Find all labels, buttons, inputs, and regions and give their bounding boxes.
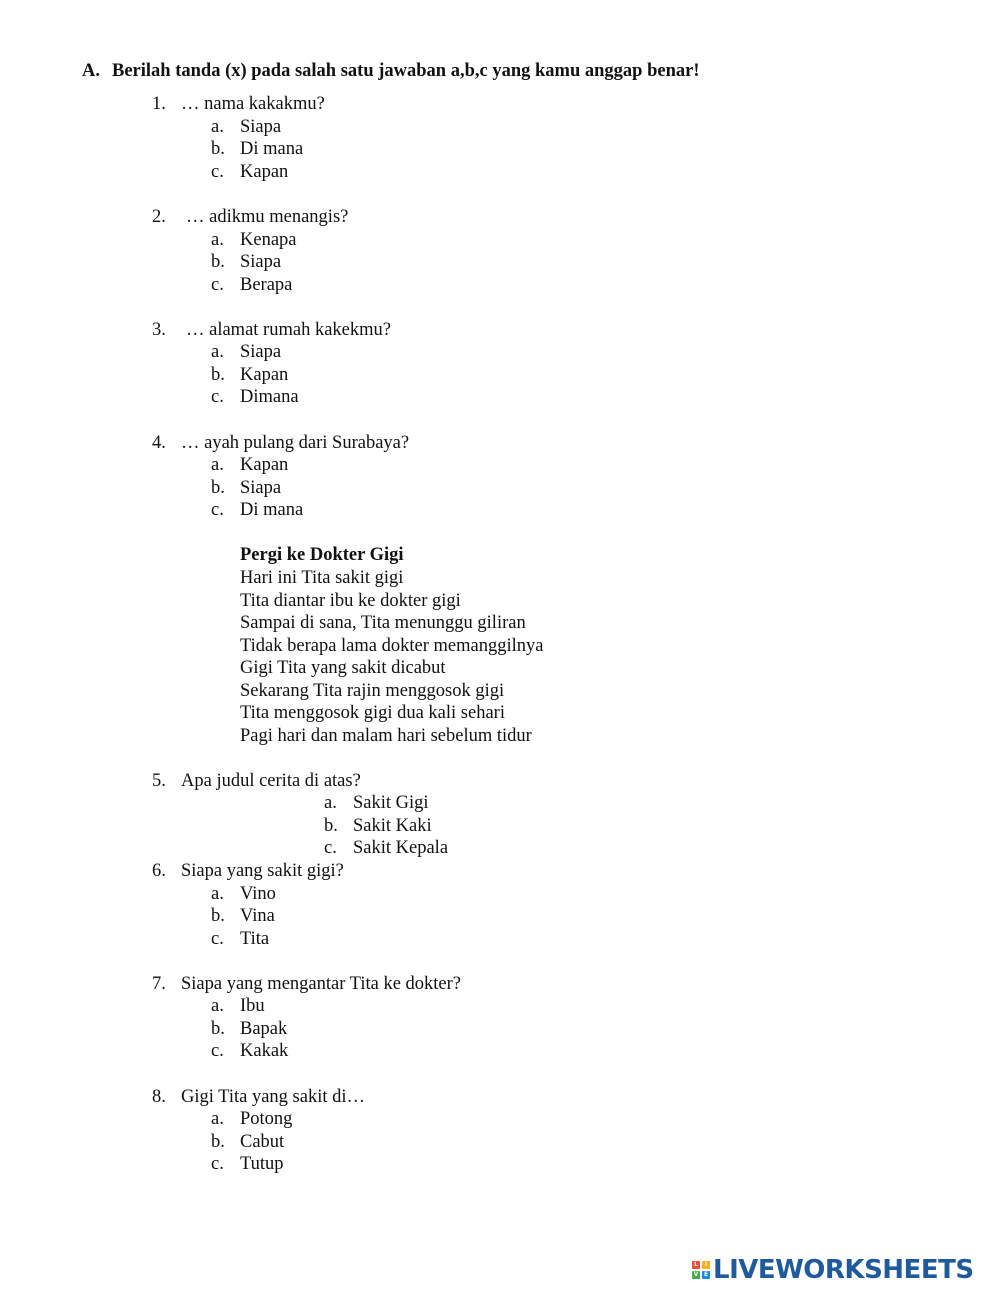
option-letter: c. — [211, 500, 224, 520]
story-line: Tita diantar ibu ke dokter gigi — [240, 591, 461, 611]
option-text[interactable]: Siapa — [240, 252, 282, 272]
question-number: 2. — [152, 207, 166, 227]
option-letter: b. — [211, 478, 225, 498]
question-text: … adikmu menangis? — [186, 207, 349, 227]
option-letter: a. — [211, 230, 224, 250]
mark-tile: V — [693, 1271, 699, 1278]
option-text[interactable]: Sakit Kaki — [353, 816, 432, 836]
story-line: Pagi hari dan malam hari sebelum tidur — [240, 726, 532, 746]
option-letter: a. — [211, 884, 224, 904]
option-text[interactable]: Potong — [240, 1109, 293, 1129]
mark-tile: I — [702, 1261, 710, 1269]
option-text[interactable]: Vina — [240, 906, 275, 926]
option-text[interactable]: Berapa — [240, 275, 293, 295]
option-letter: c. — [211, 1154, 224, 1174]
option-text[interactable]: Di mana — [240, 500, 304, 520]
option-letter: a. — [211, 117, 224, 137]
option-text[interactable]: Bapak — [240, 1019, 288, 1039]
story-line: Hari ini Tita sakit gigi — [240, 568, 404, 588]
option-text[interactable]: Dimana — [240, 387, 299, 407]
option-text[interactable]: Kakak — [240, 1041, 289, 1061]
option-letter: a. — [211, 1109, 224, 1129]
instruction-text: Berilah tanda (x) pada salah satu jawaban a,b,c yang kamu anggap benar! — [112, 61, 700, 81]
option-text[interactable]: Tita — [240, 929, 270, 949]
liveworksheets-logo[interactable] — [692, 1255, 974, 1285]
story-line: Sampai di sana, Tita menunggu giliran — [240, 613, 526, 633]
story-line: Sekarang Tita rajin menggosok gigi — [240, 681, 505, 701]
option-letter: c. — [211, 162, 224, 182]
instruction-label: A. — [82, 61, 100, 81]
option-text[interactable]: Vino — [240, 884, 276, 904]
option-text[interactable]: Kapan — [240, 365, 289, 385]
liveworksheets-brand-text: LIVEWORKSHEETS — [713, 1255, 974, 1285]
option-letter: b. — [211, 1132, 225, 1152]
story-line: Tidak berapa lama dokter memanggilnya — [240, 636, 544, 656]
option-text[interactable]: Siapa — [240, 478, 282, 498]
option-letter: c. — [211, 1041, 224, 1061]
question-number: 1. — [152, 94, 166, 114]
option-text[interactable]: Ibu — [240, 996, 265, 1016]
option-letter: c. — [211, 275, 224, 295]
option-text[interactable]: Cabut — [240, 1132, 285, 1152]
option-letter: b. — [211, 139, 225, 159]
question-text: … alamat rumah kakekmu? — [186, 320, 391, 340]
option-letter: a. — [211, 455, 224, 475]
option-text[interactable]: Kapan — [240, 162, 289, 182]
option-text[interactable]: Kapan — [240, 455, 289, 475]
question-text: Apa judul cerita di atas? — [181, 771, 361, 791]
liveworksheets-mark-icon — [692, 1261, 710, 1279]
question-number: 8. — [152, 1087, 166, 1107]
question-number: 6. — [152, 861, 166, 881]
question-number: 5. — [152, 771, 166, 791]
option-letter: b. — [211, 365, 225, 385]
mark-tile: E — [703, 1271, 709, 1278]
question-number: 3. — [152, 320, 166, 340]
story-line: Tita menggosok gigi dua kali sehari — [240, 703, 505, 723]
option-letter: a. — [211, 342, 224, 362]
option-letter: c. — [324, 838, 337, 858]
question-text: Siapa yang sakit gigi? — [181, 861, 344, 881]
question-number: 7. — [152, 974, 166, 994]
option-text[interactable]: Kenapa — [240, 230, 297, 250]
option-letter: c. — [211, 929, 224, 949]
option-letter: b. — [211, 1019, 225, 1039]
option-letter: b. — [211, 252, 225, 272]
option-text[interactable]: Sakit Kepala — [353, 838, 449, 858]
option-letter: c. — [211, 387, 224, 407]
question-text: … nama kakakmu? — [181, 94, 325, 114]
mark-tile: L — [692, 1261, 700, 1269]
option-letter: a. — [211, 996, 224, 1016]
option-text[interactable]: Siapa — [240, 342, 282, 362]
option-text[interactable]: Sakit Gigi — [353, 793, 429, 813]
option-letter: a. — [324, 793, 337, 813]
question-number: 4. — [152, 433, 166, 453]
option-text[interactable]: Tutup — [240, 1154, 284, 1174]
option-letter: b. — [324, 816, 338, 836]
question-text: Gigi Tita yang sakit di… — [181, 1087, 365, 1107]
option-text[interactable]: Di mana — [240, 139, 304, 159]
story-title: Pergi ke Dokter Gigi — [240, 545, 404, 565]
story-line: Gigi Tita yang sakit dicabut — [240, 658, 446, 678]
option-letter: b. — [211, 906, 225, 926]
question-text: Siapa yang mengantar Tita ke dokter? — [181, 974, 462, 994]
question-text: … ayah pulang dari Surabaya? — [181, 433, 410, 453]
option-text[interactable]: Siapa — [240, 117, 282, 137]
